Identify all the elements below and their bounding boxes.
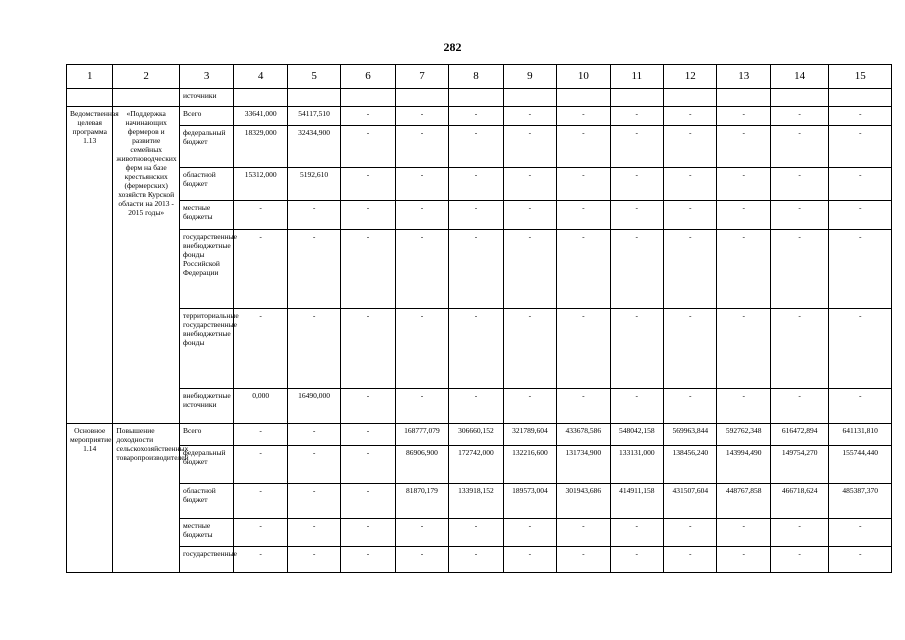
table-cell: - — [829, 107, 892, 126]
table-row — [67, 107, 892, 126]
table-cell: - — [557, 547, 610, 573]
column-header: 9 — [503, 65, 556, 89]
table-cell: - — [395, 107, 448, 126]
table-cell: - — [449, 230, 503, 309]
column-header: 7 — [395, 65, 448, 89]
table-cell: - — [395, 230, 448, 309]
table-cell: - — [341, 168, 395, 201]
table-cell: 301943,686 — [557, 484, 610, 519]
table-cell: - — [664, 389, 717, 424]
budget-table — [66, 64, 892, 573]
row-label: Всего — [179, 424, 233, 446]
table-cell: - — [770, 201, 828, 230]
table-cell: - — [770, 309, 828, 389]
column-header: 3 — [179, 65, 233, 89]
table-cell: - — [234, 446, 287, 484]
table-row — [67, 89, 892, 107]
table-row — [67, 230, 892, 309]
table-row — [67, 547, 892, 573]
table-cell: - — [503, 519, 556, 547]
program-name-cell: Повышение доходности сельскохозяйственных товаропроизводителей — [113, 424, 180, 573]
table-row — [67, 389, 892, 424]
table-cell: - — [770, 547, 828, 573]
table-cell: 168777,079 — [395, 424, 448, 446]
table-cell: - — [717, 107, 770, 126]
table-row — [67, 309, 892, 389]
table-cell: 433678,586 — [557, 424, 610, 446]
row-label: местные бюджеты — [179, 519, 233, 547]
table-cell: 592762,348 — [717, 424, 770, 446]
table-cell: - — [287, 309, 340, 389]
table-cell: - — [503, 126, 556, 168]
table-cell: - — [341, 126, 395, 168]
table-cell: - — [770, 230, 828, 309]
table-cell: - — [341, 519, 395, 547]
table-cell: - — [287, 201, 340, 230]
column-header: 13 — [717, 65, 770, 89]
table-cell: 485387,370 — [829, 484, 892, 519]
table-cell: - — [395, 168, 448, 201]
table-cell: - — [829, 309, 892, 389]
table-cell: - — [557, 309, 610, 389]
table-cell: - — [234, 230, 287, 309]
table-cell: - — [664, 168, 717, 201]
program-code-cell: Ведомственная целевая программа 1.13 — [67, 107, 113, 424]
column-header: 5 — [287, 65, 340, 89]
table-cell: - — [610, 201, 663, 230]
table-cell: 321789,604 — [503, 424, 556, 446]
table-cell: - — [610, 126, 663, 168]
table-cell: - — [503, 107, 556, 126]
table-cell: - — [503, 389, 556, 424]
column-header: 4 — [234, 65, 287, 89]
table-cell: - — [341, 484, 395, 519]
table-cell: - — [449, 547, 503, 573]
table-cell: - — [770, 168, 828, 201]
table-row — [67, 424, 892, 446]
table-cell: - — [770, 107, 828, 126]
table-cell: - — [503, 201, 556, 230]
table-cell: 172742,000 — [449, 446, 503, 484]
table-cell: - — [664, 201, 717, 230]
table-cell: - — [503, 309, 556, 389]
table-cell: - — [717, 519, 770, 547]
table-cell: 431507,604 — [664, 484, 717, 519]
table-cell: - — [557, 389, 610, 424]
table-cell: - — [770, 126, 828, 168]
table-cell: - — [610, 309, 663, 389]
row-label: федеральный бюджет — [179, 446, 233, 484]
row-label: территориальные государственные внебюджетные фонды — [179, 309, 233, 389]
table-cell: - — [829, 519, 892, 547]
table-cell: - — [395, 389, 448, 424]
table-cell: - — [664, 519, 717, 547]
table-cell: - — [610, 519, 663, 547]
row-label: федеральный бюджет — [179, 126, 233, 168]
table-row — [67, 126, 892, 168]
table-cell: 132216,600 — [503, 446, 556, 484]
column-header: 1 — [67, 65, 113, 89]
table-cell: - — [395, 519, 448, 547]
table-cell: - — [287, 519, 340, 547]
table-cell: - — [234, 201, 287, 230]
table-cell: - — [341, 230, 395, 309]
table-cell: - — [664, 107, 717, 126]
table-cell: - — [287, 424, 340, 446]
table-cell: - — [717, 309, 770, 389]
table-cell: - — [449, 126, 503, 168]
table-cell: - — [449, 389, 503, 424]
table-cell: - — [664, 230, 717, 309]
row-label: государственные внебюджетные фонды Российской Федерации — [179, 230, 233, 309]
row-label: государственные — [179, 547, 233, 573]
table-cell: - — [717, 201, 770, 230]
table-cell: - — [234, 519, 287, 547]
table-cell: 448767,858 — [717, 484, 770, 519]
table-body — [67, 65, 892, 573]
table-cell: 548042,158 — [610, 424, 663, 446]
table-cell: - — [395, 547, 448, 573]
table-cell: - — [395, 126, 448, 168]
row-label: областной бюджет — [179, 484, 233, 519]
table-cell: - — [341, 389, 395, 424]
table-cell: - — [449, 107, 503, 126]
table-cell: - — [287, 547, 340, 573]
column-header: 2 — [113, 65, 180, 89]
program-code-cell: Основное мероприятие 1.14 — [67, 424, 113, 573]
table-cell: - — [449, 309, 503, 389]
table-cell: 33641,000 — [234, 107, 287, 126]
table-cell: 641131,810 — [829, 424, 892, 446]
table-row — [67, 446, 892, 484]
table-cell: - — [610, 107, 663, 126]
page-number: 282 — [443, 40, 462, 54]
table-cell: - — [449, 519, 503, 547]
table-cell: - — [664, 126, 717, 168]
table-cell: 133918,152 — [449, 484, 503, 519]
table-cell: 569963,844 — [664, 424, 717, 446]
table-cell: - — [395, 201, 448, 230]
table-cell: - — [341, 107, 395, 126]
table-cell: - — [557, 230, 610, 309]
table-cell: - — [829, 547, 892, 573]
table-cell: 149754,270 — [770, 446, 828, 484]
table-cell: - — [829, 201, 892, 230]
table-cell: - — [503, 547, 556, 573]
table-cell: 414911,158 — [610, 484, 663, 519]
table-cell: - — [234, 547, 287, 573]
table-cell: - — [717, 547, 770, 573]
table-cell: - — [557, 519, 610, 547]
table-row — [67, 168, 892, 201]
table-cell: - — [449, 201, 503, 230]
table-cell: 15312,000 — [234, 168, 287, 201]
table-cell: - — [341, 446, 395, 484]
table-cell: - — [234, 424, 287, 446]
table-cell: - — [503, 168, 556, 201]
row-label: Всего — [179, 107, 233, 126]
table-cell: - — [287, 484, 340, 519]
table-cell: - — [664, 309, 717, 389]
table-cell: - — [341, 424, 395, 446]
table-cell: - — [829, 230, 892, 309]
table-cell: - — [557, 201, 610, 230]
table-cell: 616472,894 — [770, 424, 828, 446]
table-row — [67, 201, 892, 230]
table-cell: - — [395, 309, 448, 389]
table-cell: - — [664, 547, 717, 573]
table-cell: - — [449, 168, 503, 201]
table-cell: 143994,490 — [717, 446, 770, 484]
column-header: 10 — [557, 65, 610, 89]
table-cell: - — [610, 168, 663, 201]
table-cell: - — [341, 547, 395, 573]
column-header: 8 — [449, 65, 503, 89]
table-cell: - — [770, 389, 828, 424]
table-cell: - — [557, 107, 610, 126]
table-cell: - — [341, 309, 395, 389]
table-cell: 155744,440 — [829, 446, 892, 484]
column-header: 14 — [770, 65, 828, 89]
column-header: 15 — [829, 65, 892, 89]
column-header: 11 — [610, 65, 663, 89]
program-name-cell: «Поддержка начинающих фермеров и развитие семейных животноводческих ферм на базе крестьянских (фермерских) хозяйств Курской области на 2013 - 2015 годы» — [113, 107, 180, 424]
row-label: внебюджетные источники — [179, 389, 233, 424]
table-cell: - — [717, 230, 770, 309]
column-header: 12 — [664, 65, 717, 89]
table-cell: 18329,000 — [234, 126, 287, 168]
table-cell: - — [717, 168, 770, 201]
table-cell: - — [610, 389, 663, 424]
header-row — [67, 65, 892, 89]
table-cell: 466718,624 — [770, 484, 828, 519]
table-cell: - — [287, 230, 340, 309]
table-cell: 5192,610 — [287, 168, 340, 201]
table-cell: - — [341, 201, 395, 230]
table-cell: 131734,900 — [557, 446, 610, 484]
table-cell: 189573,004 — [503, 484, 556, 519]
table-cell: 16490,000 — [287, 389, 340, 424]
table-cell: - — [234, 484, 287, 519]
table-cell: 32434,900 — [287, 126, 340, 168]
table-cell: 133131,000 — [610, 446, 663, 484]
table-row — [67, 519, 892, 547]
table-cell: - — [610, 547, 663, 573]
table-cell: 86906,900 — [395, 446, 448, 484]
table-cell: 54117,510 — [287, 107, 340, 126]
table-cell: 306660,152 — [449, 424, 503, 446]
table-cell: - — [557, 168, 610, 201]
table-cell: - — [287, 446, 340, 484]
table-cell: 81870,179 — [395, 484, 448, 519]
table-cell: - — [770, 519, 828, 547]
row-label: местные бюджеты — [179, 201, 233, 230]
row-label: источники — [179, 89, 233, 107]
table-cell: 138456,240 — [664, 446, 717, 484]
table-cell: - — [717, 389, 770, 424]
table-cell: - — [234, 309, 287, 389]
table-cell: - — [829, 126, 892, 168]
table-row — [67, 484, 892, 519]
table-cell: - — [610, 230, 663, 309]
table-cell: - — [829, 389, 892, 424]
column-header: 6 — [341, 65, 395, 89]
table-cell: 0,000 — [234, 389, 287, 424]
table-cell: - — [829, 168, 892, 201]
table-cell: - — [717, 126, 770, 168]
table-cell: - — [503, 230, 556, 309]
row-label: областной бюджет — [179, 168, 233, 201]
table-cell: - — [557, 126, 610, 168]
